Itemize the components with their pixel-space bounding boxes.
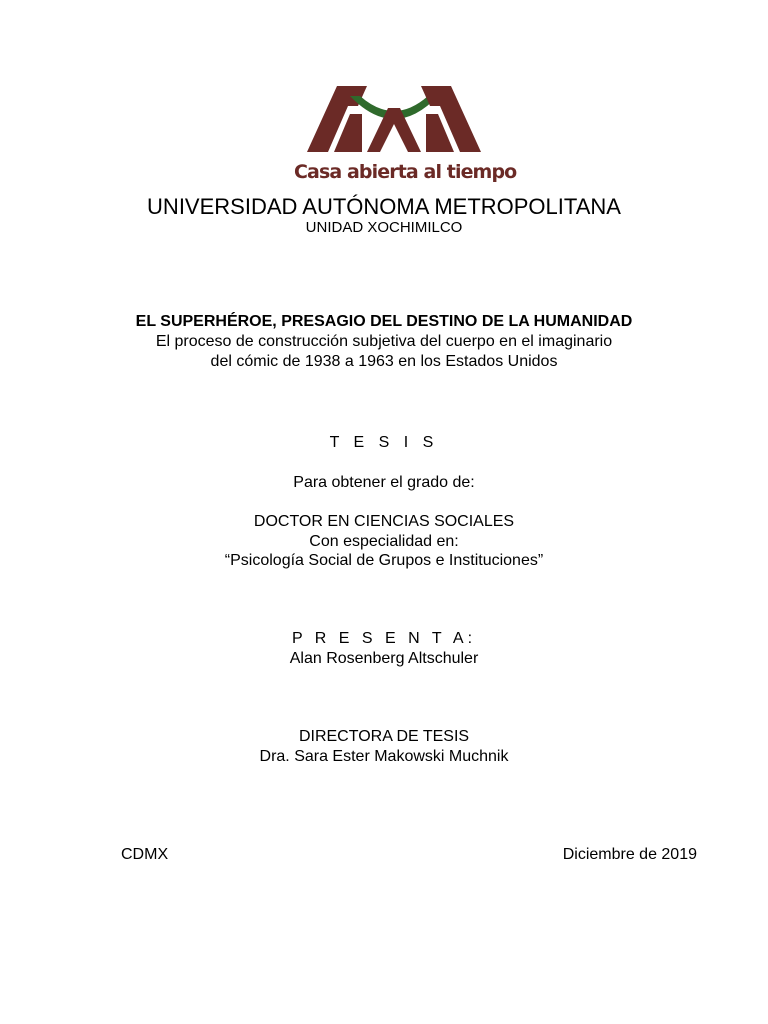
- director-name: Dra. Sara Ester Makowski Muchnik: [259, 748, 509, 765]
- logo-slogan: Casa abierta al tiempo: [294, 161, 517, 183]
- specialty-name: “Psicología Social de Grupos e Instituciones”: [224, 552, 544, 569]
- degree-name: DOCTOR EN CIENCIAS SOCIALES: [253, 513, 515, 530]
- university-unit: UNIDAD XOCHIMILCO: [305, 219, 463, 236]
- uam-logo-icon: [304, 86, 484, 152]
- university-name: UNIVERSIDAD AUTÓNOMA METROPOLITANA: [147, 194, 621, 219]
- thesis-subtitle-line-1: El proceso de construcción subjetiva del cuerpo en el imaginario: [155, 333, 613, 350]
- date: Diciembre de 2019: [562, 846, 697, 863]
- specialty-label: Con especialidad en:: [309, 533, 459, 550]
- presenter-label: P R E S E N T A:: [291, 630, 477, 647]
- author-name: Alan Rosenberg Altschuler: [289, 650, 479, 667]
- degree-purpose: Para obtener el grado de:: [293, 474, 475, 491]
- thesis-title: EL SUPERHÉROE, PRESAGIO DEL DESTINO DE LA HUMANIDAD: [135, 313, 633, 330]
- city: CDMX: [121, 846, 169, 863]
- document-type: T E S I S: [329, 434, 439, 451]
- director-label: DIRECTORA DE TESIS: [298, 728, 470, 745]
- thesis-subtitle-line-2: del cómic de 1938 a 1963 en los Estados Unidos: [210, 353, 558, 370]
